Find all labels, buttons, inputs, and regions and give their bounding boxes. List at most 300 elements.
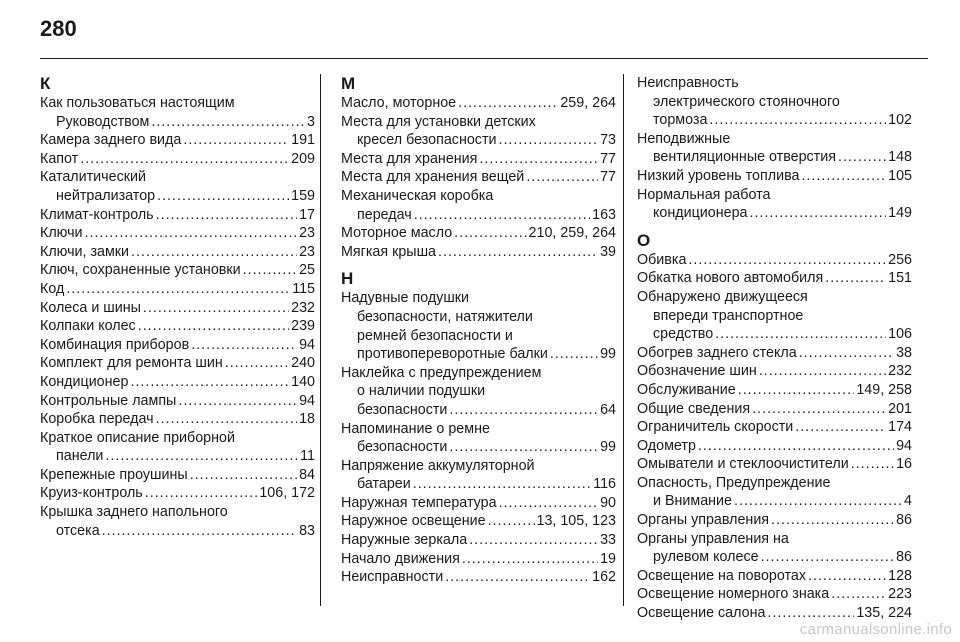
index-entry[interactable] <box>40 317 315 336</box>
entry-line <box>637 585 912 604</box>
index-entry[interactable] <box>40 410 315 429</box>
page-reference[interactable]: 239 <box>291 318 315 335</box>
entry-line <box>341 131 616 150</box>
index-entry[interactable] <box>341 243 616 262</box>
index-entry[interactable] <box>637 400 912 419</box>
entry-text: Одометр <box>637 437 696 454</box>
page-reference[interactable]: 102 <box>888 112 912 129</box>
entry-line <box>341 531 616 550</box>
dot-leader <box>458 94 558 113</box>
dot-leader <box>225 354 289 373</box>
page-reference[interactable]: 33 <box>600 532 616 549</box>
entry-text: электрического стояночного <box>653 93 840 110</box>
page-reference[interactable]: 149 <box>888 205 912 222</box>
dot-leader <box>138 317 289 336</box>
entry-text: Органы управления <box>637 512 770 529</box>
index-entry[interactable] <box>637 474 912 511</box>
entry-line <box>40 484 315 503</box>
entry-text: Кондиционер <box>40 373 129 390</box>
index-entry[interactable] <box>341 150 616 169</box>
page-reference[interactable]: 140 <box>291 373 315 390</box>
entry-line <box>637 269 912 288</box>
index-entry[interactable] <box>341 494 616 513</box>
index-entry[interactable] <box>341 289 616 363</box>
index-entry[interactable] <box>637 130 912 167</box>
dot-leader <box>469 531 598 550</box>
page-reference[interactable]: 18 <box>299 411 315 428</box>
dot-leader <box>801 167 886 186</box>
entry-text: Как пользоваться настоящим <box>40 95 235 111</box>
entry-text: ремней безопасности и <box>357 327 513 344</box>
entry-line <box>40 261 315 280</box>
dot-leader <box>838 148 886 167</box>
index-column-2 <box>341 74 616 587</box>
entry-line <box>40 447 315 466</box>
index-entry[interactable] <box>40 206 315 225</box>
entry-line <box>637 604 912 623</box>
index-entry[interactable] <box>40 484 315 503</box>
index-entry[interactable] <box>341 224 616 243</box>
entry-text: безопасности <box>357 439 448 456</box>
entry-line <box>341 438 616 457</box>
entry-line <box>341 206 616 225</box>
page-reference[interactable]: 64 <box>600 401 616 418</box>
entry-text: Комбинация приборов <box>40 336 190 353</box>
index-entry[interactable] <box>40 466 315 485</box>
dot-leader <box>449 401 598 420</box>
entry-line <box>341 150 616 169</box>
section-letter: О <box>637 230 651 250</box>
entry-text: безопасности <box>357 401 448 418</box>
dot-leader <box>499 494 599 513</box>
index-entry[interactable] <box>637 381 912 400</box>
dot-leader <box>738 381 855 400</box>
entry-text: Обозначение шин <box>637 363 757 380</box>
entry-text: Места для хранения вещей <box>341 169 525 186</box>
dot-leader <box>454 224 526 243</box>
entry-text: Наружное освещение <box>341 513 486 530</box>
entry-text: средство <box>653 326 714 343</box>
dot-leader <box>749 204 886 223</box>
entry-text: Надувные подушки <box>341 290 470 307</box>
page-reference[interactable]: 201 <box>888 400 912 417</box>
dot-leader <box>767 604 854 623</box>
entry-line <box>40 466 315 485</box>
entry-line <box>637 548 912 567</box>
page-reference[interactable]: 259, 264 <box>560 95 616 111</box>
entry-line <box>637 567 912 586</box>
entry-line <box>637 148 912 167</box>
page-reference[interactable]: 148 <box>888 149 912 166</box>
page-reference[interactable]: 94 <box>299 392 315 409</box>
entry-text: Механическая коробка <box>341 187 494 204</box>
entry-line <box>40 113 315 132</box>
index-entry[interactable] <box>341 531 616 550</box>
entry-text: противопереворотные балки <box>357 346 548 363</box>
entry-line <box>40 354 315 373</box>
entry-line <box>637 167 912 186</box>
entry-line <box>341 243 616 262</box>
page-number: 280 <box>40 16 77 41</box>
dot-leader <box>156 206 297 225</box>
index-column-1 <box>40 74 315 540</box>
index-entry[interactable] <box>40 503 315 540</box>
entry-text: Начало движения <box>341 550 460 567</box>
page-reference[interactable]: 106, 172 <box>259 485 315 502</box>
entry-line <box>637 400 912 419</box>
index-entry[interactable] <box>341 113 616 150</box>
dot-leader <box>85 224 298 243</box>
entry-text: Нормальная работа <box>637 186 771 203</box>
page-reference[interactable]: 223 <box>888 586 912 603</box>
dot-leader <box>825 269 886 288</box>
entry-line <box>637 111 912 130</box>
entry-line <box>637 492 912 511</box>
entry-text: Освещение номерного знака <box>637 586 830 603</box>
entry-text: тормоза <box>653 112 708 129</box>
entry-text: Напряжение аккумуляторной <box>341 457 535 474</box>
entry-text: Наклейка с предупреждением <box>341 364 542 381</box>
dot-leader <box>130 373 289 392</box>
page-reference[interactable]: 16 <box>896 456 912 473</box>
index-entry[interactable] <box>40 373 315 392</box>
entry-text: впереди транспортное <box>653 307 804 324</box>
entry-text: о наличии подушки <box>357 383 486 400</box>
page-reference[interactable]: 99 <box>600 439 616 456</box>
page-reference[interactable]: 159 <box>291 187 315 204</box>
entry-text: Ключи, замки <box>40 243 130 260</box>
page-reference[interactable]: 77 <box>600 169 616 186</box>
page-reference[interactable]: 39 <box>600 243 616 260</box>
index-entry[interactable] <box>637 251 912 270</box>
dot-leader <box>479 150 598 169</box>
entry-line <box>637 251 912 270</box>
entry-text: Климат-контроль <box>40 206 154 223</box>
entry-line <box>341 94 616 113</box>
entry-text: вентиляционные отверстия <box>653 149 836 166</box>
entry-line <box>341 475 616 494</box>
page-reference[interactable]: 174 <box>888 419 912 436</box>
entry-text: Обкатка нового автомобиля <box>637 270 824 287</box>
entry-text: Контрольные лампы <box>40 392 177 409</box>
index-entry[interactable] <box>637 530 912 567</box>
page-reference[interactable]: 162 <box>592 569 616 586</box>
column-divider <box>320 74 321 606</box>
entry-text: Низкий уровень топлива <box>637 167 800 184</box>
index-entry[interactable] <box>40 354 315 373</box>
page-reference[interactable]: 25 <box>299 262 315 279</box>
index-entry[interactable] <box>341 168 616 187</box>
entry-text: Обслуживание <box>637 381 736 398</box>
index-entry[interactable] <box>341 512 616 531</box>
dot-leader <box>157 187 289 206</box>
index-entry[interactable] <box>341 187 616 224</box>
entry-text: Код <box>40 280 65 297</box>
dot-leader <box>102 522 297 541</box>
section-letter: М <box>341 74 356 93</box>
entry-text: безопасности, натяжители <box>357 308 533 325</box>
dot-leader <box>488 512 535 531</box>
entry-text: панели <box>56 448 104 465</box>
page-reference[interactable]: 38 <box>896 344 912 361</box>
page-reference[interactable]: 13, 105, 123 <box>536 513 616 530</box>
entry-text: Неподвижные <box>637 130 731 147</box>
page-reference[interactable]: 149, 258 <box>856 381 912 398</box>
entry-line <box>40 336 315 355</box>
index-entry[interactable] <box>637 288 912 344</box>
page-reference[interactable]: 151 <box>888 270 912 287</box>
entry-line <box>40 373 315 392</box>
index-entry[interactable] <box>637 511 912 530</box>
index-entry[interactable] <box>637 269 912 288</box>
index-entry[interactable] <box>637 186 912 223</box>
index-entry[interactable] <box>341 364 616 420</box>
dot-leader <box>688 251 886 270</box>
index-column-3 <box>637 74 912 623</box>
index-entry[interactable] <box>637 585 912 604</box>
entry-line <box>40 187 315 206</box>
entry-line <box>341 494 616 513</box>
index-entry[interactable] <box>341 457 616 494</box>
watermark: carmanualsonline.info <box>799 621 952 638</box>
entry-text: Неисправности <box>341 569 444 586</box>
entry-line <box>341 550 616 569</box>
page-reference[interactable]: 86 <box>896 549 912 566</box>
index-entry[interactable] <box>637 455 912 474</box>
dot-leader <box>131 243 297 262</box>
entry-line <box>40 317 315 336</box>
page-reference[interactable]: 11 <box>300 448 315 465</box>
entry-text: Ключ, сохраненные установки <box>40 262 241 279</box>
entry-line <box>341 568 616 587</box>
entry-line <box>341 168 616 187</box>
entry-text: Освещение на поворотах <box>637 567 806 584</box>
entry-text: Круиз-контроль <box>40 485 143 502</box>
entry-line <box>341 224 616 243</box>
index-entry[interactable] <box>40 131 315 150</box>
entry-text: Капот <box>40 150 79 167</box>
entry-text: передач <box>357 206 412 223</box>
index-entry[interactable] <box>40 224 315 243</box>
entry-text: Обивка <box>637 251 687 268</box>
entry-text: Наружные зеркала <box>341 532 468 549</box>
page-reference[interactable]: 3 <box>307 113 315 130</box>
dot-leader <box>191 336 297 355</box>
entry-text: и Внимание <box>653 493 732 510</box>
dot-leader <box>799 344 894 363</box>
index-entry[interactable] <box>40 150 315 169</box>
index-entry[interactable] <box>40 261 315 280</box>
page-reference[interactable]: 94 <box>299 336 315 353</box>
entry-text: Колпаки колес <box>40 318 136 335</box>
index-entry[interactable] <box>637 418 912 437</box>
page-reference[interactable]: 73 <box>600 132 616 149</box>
column-divider <box>623 74 624 606</box>
dot-leader <box>831 585 886 604</box>
page-reference[interactable]: 256 <box>888 251 912 268</box>
dot-leader <box>151 113 305 132</box>
dot-leader <box>80 150 289 169</box>
dot-leader <box>462 550 598 569</box>
entry-text: Коробка передач <box>40 411 154 428</box>
page-reference[interactable]: 17 <box>299 206 315 223</box>
dot-leader <box>698 437 894 456</box>
entry-line <box>40 131 315 150</box>
entry-text: Обогрев заднего стекла <box>637 344 797 361</box>
index-entry[interactable] <box>341 550 616 569</box>
dot-leader <box>851 455 894 474</box>
entry-line <box>40 280 315 299</box>
index-entry[interactable] <box>637 362 912 381</box>
dot-leader <box>414 206 590 225</box>
dot-leader <box>526 168 598 187</box>
dot-leader <box>808 567 886 586</box>
page-reference[interactable]: 232 <box>291 299 315 316</box>
dot-leader <box>105 447 298 466</box>
index-entry[interactable] <box>40 336 315 355</box>
entry-line <box>341 401 616 420</box>
entry-text: Комплект для ремонта шин <box>40 355 223 372</box>
index-entry[interactable] <box>40 94 315 131</box>
page-reference[interactable]: 99 <box>600 346 616 363</box>
dot-leader <box>752 400 886 419</box>
entry-line <box>637 362 912 381</box>
page-reference[interactable]: 240 <box>291 355 315 372</box>
index-entry[interactable] <box>637 167 912 186</box>
entry-text: Каталитический <box>40 169 146 186</box>
index-entry[interactable] <box>40 243 315 262</box>
page-reference[interactable]: 77 <box>600 150 616 167</box>
entry-line <box>341 345 616 364</box>
entry-line <box>637 418 912 437</box>
entry-text: Колеса и шины <box>40 299 141 316</box>
page-reference[interactable]: 209 <box>291 150 315 167</box>
index-entry[interactable] <box>637 604 912 623</box>
index-entry[interactable] <box>40 429 315 466</box>
page-reference[interactable]: 106 <box>888 326 912 343</box>
page-reference[interactable]: 163 <box>592 206 616 223</box>
page-reference[interactable]: 83 <box>299 522 315 539</box>
index-entry[interactable] <box>637 567 912 586</box>
entry-line <box>637 325 912 344</box>
dot-leader <box>715 325 886 344</box>
index-entry[interactable] <box>341 568 616 587</box>
entry-line <box>637 381 912 400</box>
entry-line <box>40 150 315 169</box>
section-letter: Н <box>341 269 354 289</box>
entry-text: Крышка заднего напольного <box>40 504 228 521</box>
index-entry[interactable] <box>341 94 616 113</box>
entry-text: батареи <box>357 476 411 493</box>
page-reference[interactable]: 128 <box>888 567 912 584</box>
entry-line <box>637 511 912 530</box>
dot-leader <box>145 484 258 503</box>
page-reference[interactable]: 210, 259, 264 <box>528 225 616 242</box>
page-reference[interactable]: 4 <box>904 493 912 510</box>
entry-line <box>637 344 912 363</box>
entry-text: Масло, моторное <box>341 95 457 111</box>
page-reference[interactable]: 105 <box>888 167 912 184</box>
page-reference[interactable]: 84 <box>299 466 315 483</box>
header-rule <box>40 58 928 59</box>
page-reference[interactable]: 23 <box>299 243 315 260</box>
entry-text: кондиционера <box>653 205 748 222</box>
index-entry[interactable] <box>40 280 315 299</box>
entry-text: Ключи <box>40 225 83 242</box>
entry-line <box>637 204 912 223</box>
entry-line <box>40 522 315 541</box>
dot-leader <box>190 466 297 485</box>
index-entry[interactable] <box>637 344 912 363</box>
dot-leader <box>761 548 895 567</box>
page-reference[interactable]: 116 <box>593 476 616 493</box>
dot-leader <box>438 243 598 262</box>
entry-text: Мягкая крыша <box>341 243 437 260</box>
dot-leader <box>243 261 297 280</box>
dot-leader <box>734 492 902 511</box>
entry-text: Краткое описание приборной <box>40 429 235 446</box>
dot-leader <box>498 131 598 150</box>
entry-text: Руководством <box>56 113 150 130</box>
entry-text: кресел безопасности <box>357 132 497 149</box>
entry-line <box>40 299 315 318</box>
entry-line <box>40 224 315 243</box>
entry-text: Обнаружено движущееся <box>637 288 808 305</box>
page-reference[interactable]: 135, 224 <box>856 605 912 622</box>
entry-line <box>40 206 315 225</box>
entry-text: отсека <box>56 522 100 539</box>
entry-text: Крепежные проушины <box>40 466 188 483</box>
dot-leader <box>449 438 598 457</box>
entry-text: Неисправность <box>637 75 739 91</box>
entry-text: Опасность, Предупреждение <box>637 474 831 491</box>
index-entry[interactable] <box>341 420 616 457</box>
entry-text: Освещение салона <box>637 605 766 622</box>
dot-leader <box>759 362 886 381</box>
dot-leader <box>445 568 590 587</box>
index-entry[interactable] <box>40 392 315 411</box>
entry-text: Моторное масло <box>341 225 453 242</box>
index-entry[interactable] <box>40 299 315 318</box>
entry-text: Места для хранения <box>341 150 478 167</box>
dot-leader <box>143 299 289 318</box>
dot-leader <box>183 131 289 150</box>
index-entry[interactable] <box>40 168 315 205</box>
dot-leader <box>66 280 290 299</box>
entry-line <box>637 437 912 456</box>
index-entry[interactable] <box>637 437 912 456</box>
page-reference[interactable]: 90 <box>600 494 616 511</box>
page-reference[interactable]: 191 <box>291 132 315 149</box>
entry-line <box>341 512 616 531</box>
page-reference[interactable]: 86 <box>896 512 912 529</box>
page-reference[interactable]: 232 <box>888 363 912 380</box>
page-reference[interactable]: 23 <box>299 225 315 242</box>
page-reference[interactable]: 115 <box>292 280 315 297</box>
entry-text: Общие сведения <box>637 400 751 417</box>
entry-text: нейтрализатор <box>56 187 156 204</box>
entry-text: Наружная температура <box>341 494 497 511</box>
dot-leader <box>709 111 886 130</box>
entry-text: рулевом колесе <box>653 549 759 566</box>
entry-line <box>637 455 912 474</box>
index-entry[interactable] <box>637 74 912 130</box>
entry-line <box>40 392 315 411</box>
page-reference[interactable]: 19 <box>600 550 616 567</box>
section-letter: К <box>40 74 51 93</box>
entry-text: Органы управления на <box>637 530 789 547</box>
page-reference[interactable]: 94 <box>896 437 912 454</box>
